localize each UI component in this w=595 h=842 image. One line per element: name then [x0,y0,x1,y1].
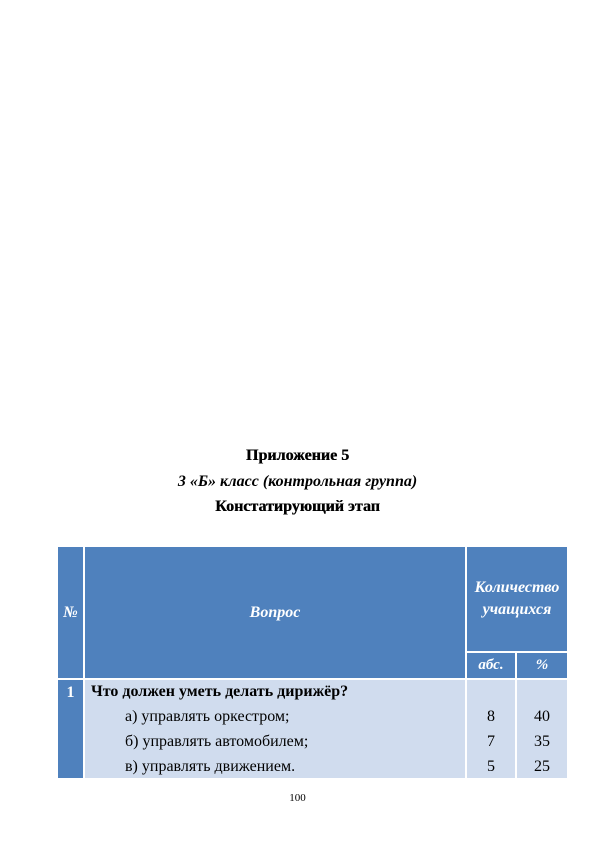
row-number: 1 [58,680,83,778]
percent-value: 40 [534,708,550,725]
header-student-count: Количество учащихся [467,547,567,651]
header-abs: абс. [467,653,515,678]
percent-value: 25 [534,758,550,775]
page-number: 100 [289,792,306,804]
answer-option: а) управлять оркестром; [125,708,290,725]
header-number: № [58,547,83,678]
header-question: Вопрос [85,547,465,678]
abs-cell [467,680,515,778]
question-cell [85,680,465,778]
question-text: Что должен уметь делать дирижёр? [91,683,349,700]
appendix-title: Приложение 5 [245,447,350,464]
group-subtitle: 3 «Б» класс (контрольная группа) [177,473,418,490]
abs-value: 8 [487,708,495,725]
percent-cell [517,680,567,778]
abs-value: 5 [487,758,495,775]
answer-option: в) управлять движением. [125,758,296,775]
percent-value: 35 [534,733,550,750]
answer-option: б) управлять автомобилем; [125,733,309,750]
abs-value: 7 [487,733,495,750]
stage-subtitle: Констатирующий этап [215,498,380,515]
header-percent: % [517,653,567,678]
